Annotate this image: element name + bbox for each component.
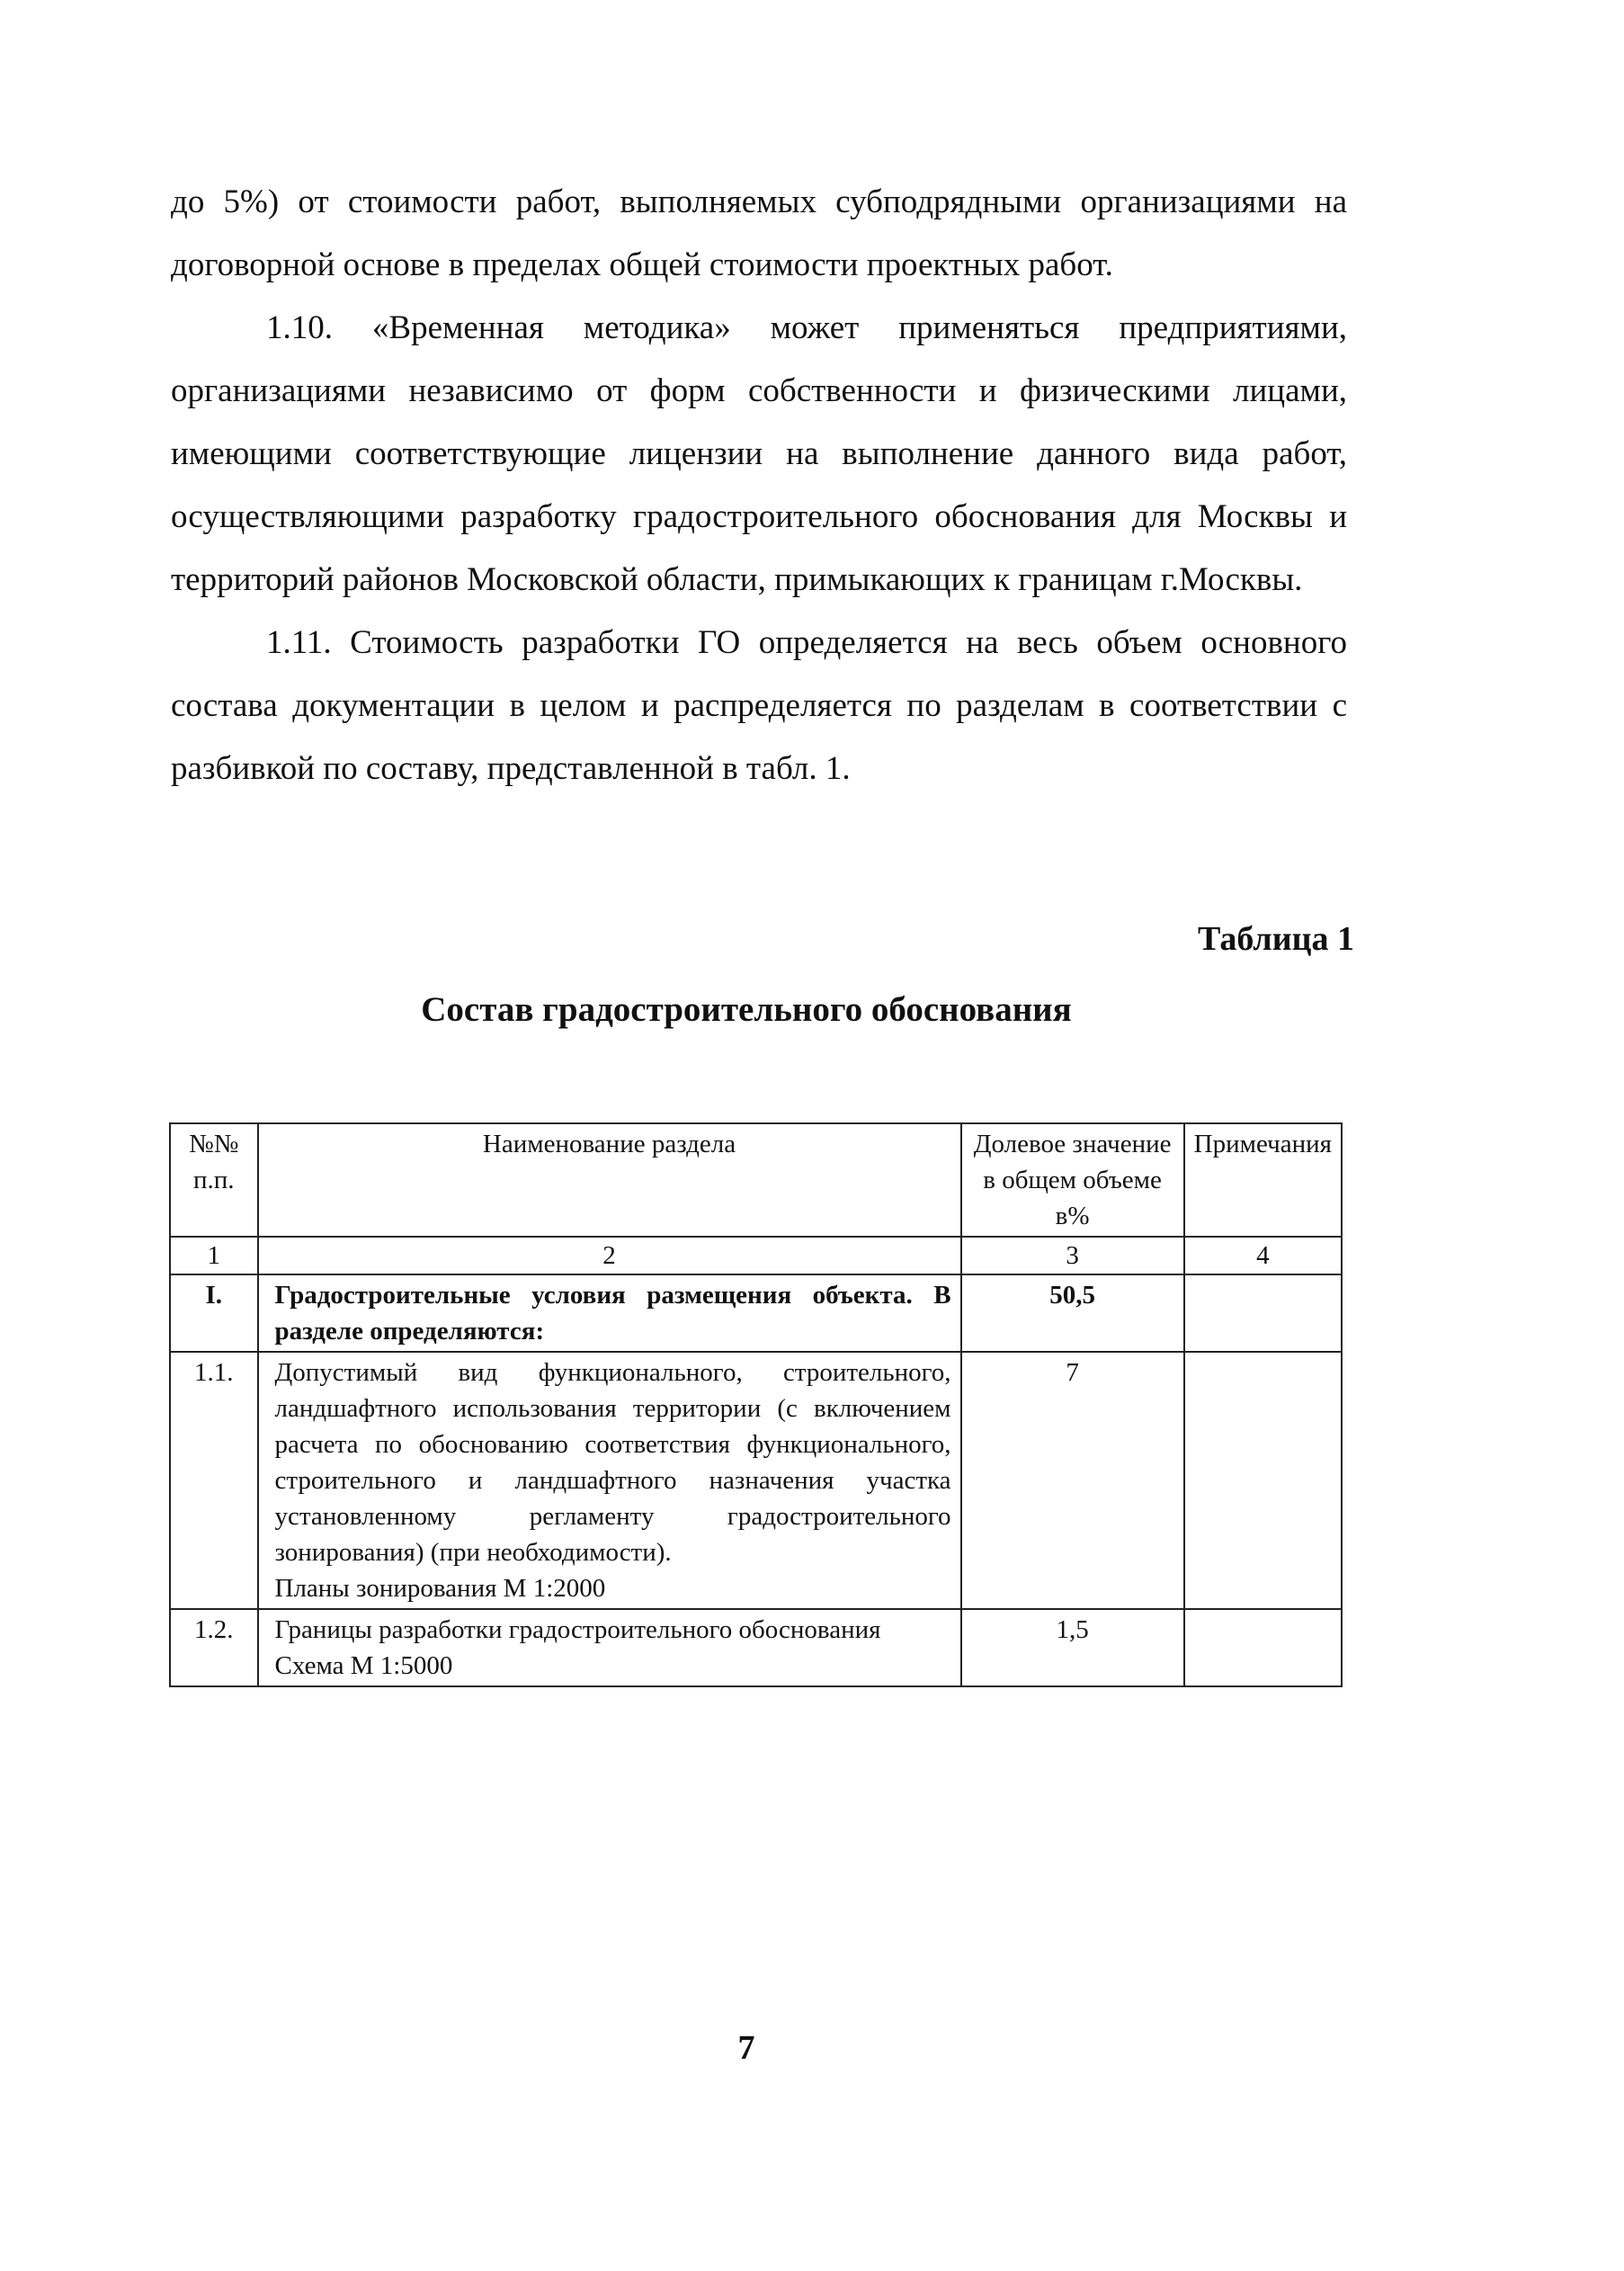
row-share: 7 — [961, 1352, 1184, 1609]
row-note — [1184, 1609, 1342, 1686]
table-row — [170, 1274, 1342, 1352]
table-row — [170, 1609, 1342, 1686]
row-section-name: Градостроительные условия размещения объекта. В разделе определяются: — [258, 1274, 961, 1352]
composition-table — [169, 1122, 1343, 1687]
column-number-3: 3 — [961, 1237, 1184, 1274]
row-note — [1184, 1352, 1342, 1609]
column-number-4: 4 — [1184, 1237, 1342, 1274]
column-number-row — [170, 1237, 1342, 1274]
table-row — [170, 1352, 1342, 1609]
header-section-name: Наименование раздела — [258, 1123, 961, 1237]
row-number: 1.2. — [170, 1609, 258, 1686]
table-label: Таблица 1 — [1197, 920, 1354, 958]
paragraph-1-10: 1.10. «Временная методика» может применяться предприятиями, организациями независимо от форм собственности и физическими лицами, имеющими соответствующие лицензии на выполнение данного вида работ, осуществляющими разработку градостроительного обоснования для Москвы и территорий районов Московской области, примыкающих к границам г.Москвы. — [171, 309, 1347, 598]
header-number: №№ п.п. — [170, 1123, 258, 1237]
row-section-name: Границы разработки градостроительного обоснования — [274, 1615, 881, 1644]
row-section-scale: Планы зонирования М 1:2000 — [274, 1574, 606, 1603]
row-section-name-cell — [258, 1352, 961, 1609]
row-section-name-cell — [258, 1609, 961, 1686]
table-title: Состав градостроительного обоснования — [421, 990, 1072, 1029]
row-number: I. — [170, 1274, 258, 1352]
row-share: 1,5 — [961, 1609, 1184, 1686]
body-text — [171, 171, 1347, 800]
column-number-1: 1 — [170, 1237, 258, 1274]
row-section-scale: Схема М 1:5000 — [274, 1651, 453, 1680]
row-share: 50,5 — [961, 1274, 1184, 1352]
table-header-row — [170, 1123, 1342, 1237]
column-number-2: 2 — [258, 1237, 961, 1274]
row-note — [1184, 1274, 1342, 1352]
row-number: 1.1. — [170, 1352, 258, 1609]
row-section-name: Допустимый вид функционального, строительного, ландшафтного использования территории (с включением расчета по обоснованию соответствия функционального, строительного и ландшафтного назначения участка установленному регламенту градостроительного зонирования) (при необходимости). — [274, 1358, 951, 1567]
header-share: Долевое значение в общем объеме в% — [961, 1123, 1184, 1237]
paragraph-1-11: 1.11. Стоимость разработки ГО определяется на весь объем основного состава документации в целом и распределяется по разделам в соответствии с разбивкой по составу, представленной в табл. 1. — [171, 624, 1347, 787]
paragraph-continuation: до 5%) от стоимости работ, выполняемых субподрядными организациями на договорной основе в пределах общей стоимости проектных работ. — [171, 183, 1347, 283]
header-notes: Примечания — [1184, 1123, 1342, 1237]
page-number: 7 — [737, 2029, 755, 2067]
